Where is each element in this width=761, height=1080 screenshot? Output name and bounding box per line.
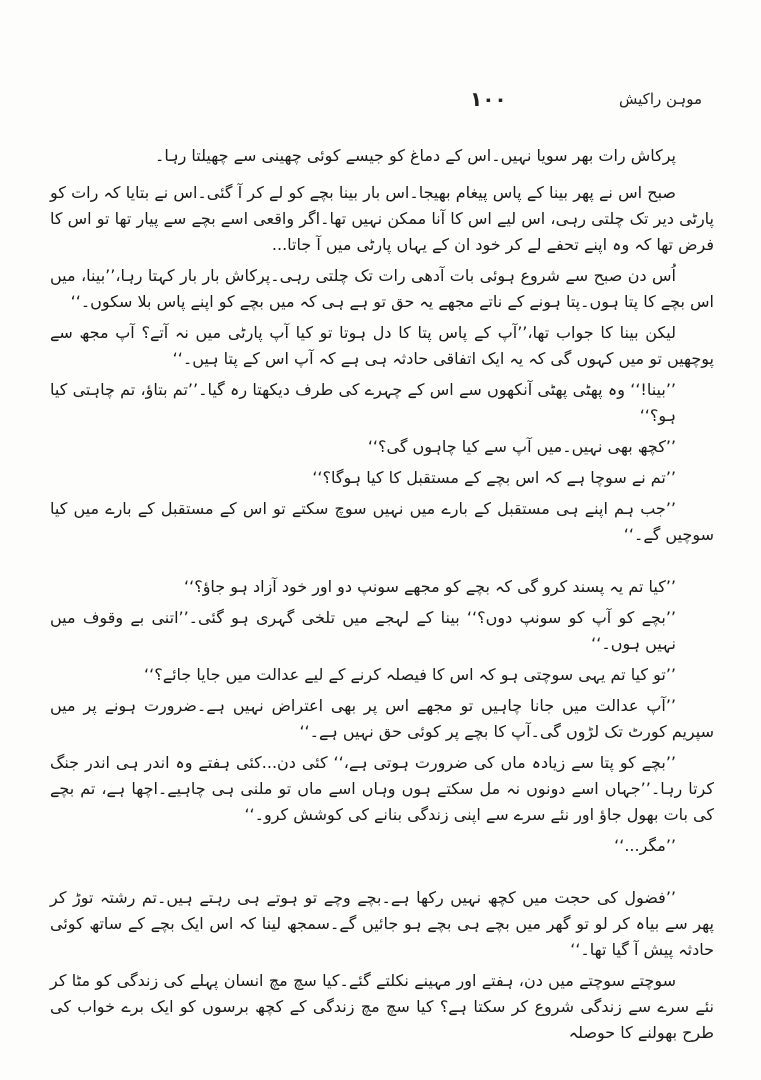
- dialogue-line: ’’آپ عدالت میں جانا چاہیں تو مجھے اس پر بھی اعتراض نہیں ہے۔ضرورت ہونے پر میں سپریم کورٹ تک لڑوں گی۔آپ کا بچے پر کوئی حق نہیں ہے۔‘‘: [50, 696, 714, 741]
- story-text: [50, 143, 714, 1051]
- page-header: [470, 82, 702, 116]
- dialogue-line: ’’مگر...‘‘: [614, 836, 676, 855]
- paragraph: سوچتے سوچتے میں دن، ہفتے اور مہینے نکلتے گئے۔کیا سچ مچ انسان پہلے کی زندگی کو مٹا کر نئے سرے سے زندگی شروع کر سکتا ہے؟ کیا سچ مچ زندگی کے کچھ برسوں کو ایک برے خواب کی طرح بھولنے کا حوصلہ: [50, 971, 714, 1042]
- dialogue-line: ’’کچھ بھی نہیں۔میں آپ سے کیا چاہوں گی؟‘‘: [367, 437, 676, 456]
- dialogue-line: ’’تو کیا تم یہی سوچتی ہو کہ اس کا فیصلہ کرنے کے لیے عدالت میں جایا جائے؟‘‘: [144, 665, 676, 684]
- paragraph: ’’بچے کو پتا سے زیادہ ماں کی ضرورت ہوتی ہے،‘‘ کئی دن...کئی ہفتے وہ اندر ہی اندر جنگ کرتا رہا۔’’جہاں اسے دونوں نہ مل سکتے ہوں وہاں اسے ماں تو ملنی ہی چاہیے۔اچھا ہے، تم بچے کی بات بھول جاؤ اور نئے سرے سے اپنی زندگی بنانے کی کوشش کرو۔‘‘: [50, 753, 714, 824]
- paragraph: اُس دن صبح سے شروع ہوئی بات آدھی رات تک چلتی رہی۔پرکاش بار بار کہتا رہا،’’بینا، میں اس بچے کا پتا ہوں۔پتا ہونے کے ناتے مجھے یہ حق تو ہے ہی کہ میں بچے کو اپنے پاس بلا سکوں۔‘‘: [50, 266, 714, 311]
- dialogue-line: ’’بچے کو آپ کو سونپ دوں؟‘‘ بینا کے لہجے میں تلخی گہری ہو گئی۔’’اتنی بے وقوف میں نہیں ہوں۔‘‘: [50, 608, 676, 653]
- dialogue-line: ’’کیا تم یہ پسند کرو گی کہ بچے کو مجھے سونپ دو اور خود آزاد ہو جاؤ؟‘‘: [184, 577, 676, 596]
- paragraph: لیکن بینا کا جواب تھا،’’آپ کے پاس پتا کا دل ہوتا تو کیا آپ پارٹی میں نہ آتے؟ آپ مجھ سے پوچھیں تو میں کہوں گی کہ یہ ایک اتفاقی حادثہ ہی ہے کہ آپ اس کے پتا ہیں۔‘‘: [50, 323, 714, 368]
- dialogue-line: ’’بینا!‘‘ وہ پھٹی پھٹی آنکھوں سے اس کے چہرے کی طرف دیکھتا رہ گیا۔’’تم بتاؤ، تم چاہتی کیا ہو؟‘‘: [50, 380, 676, 425]
- dialogue-line: ’’جب ہم اپنے ہی مستقبل کے بارے میں نہیں سوچ سکتے تو اس کے مستقبل کے بارے میں کیا سوچیں گے۔‘‘: [50, 499, 714, 544]
- paragraph: ’’فضول کی حجت میں کچھ نہیں رکھا ہے۔بچے وچے تو ہوتے ہی رہتے ہیں۔تم رشتہ توڑ کر پھر سے بیاہ کر لو تو گھر میں بچے ہی بچے ہو جائیں گے۔سمجھ لینا کہ اس ایک بچے کے ساتھ کوئی حادثہ پیش آ گیا تھا۔‘‘: [50, 888, 714, 959]
- dialogue-line: ’’تم نے سوچا ہے کہ اس بچے کے مستقبل کا کیا ہوگا؟‘‘: [312, 468, 676, 487]
- page-number: ۱۰۰: [470, 87, 507, 111]
- paragraph: صبح اس نے پھر بینا کے پاس پیغام بھیجا۔اس بار بینا بچے کو لے کر آ گئی۔اس نے بتایا کہ رات کو پارٹی دیر تک چلتی رہی، اس لیے اس کا آنا ممکن نہیں تھا۔اگر واقعی اسے بچے سے پیار تھا تو اس کا فرض تھا کہ وہ اپنے تحفے لے کر خود ان کے یہاں پارٹی میں آ جاتا...: [50, 183, 714, 254]
- running-head: موہن راکیش: [619, 90, 702, 108]
- paragraph: پرکاش رات بھر سویا نہیں۔اس کے دماغ کو جیسے کوئی چھینی سے چھیلتا رہا۔: [154, 146, 676, 165]
